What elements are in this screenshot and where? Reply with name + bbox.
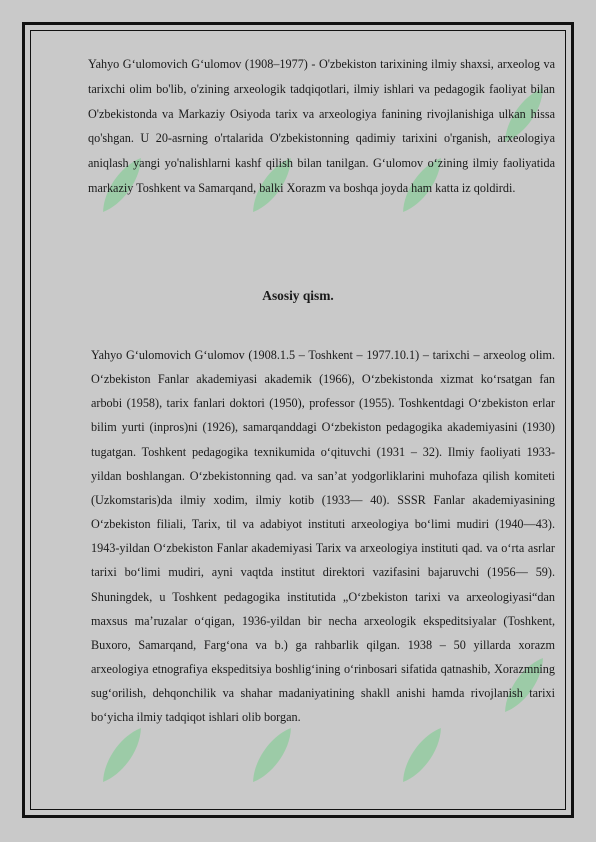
intro-paragraph: Yahyo G‘ulomovich G‘ulomov (1908–1977) - O'zbekiston tarixining ilmiy shaxsi, arxeolog va tarixchi olim bo'lib, o'zining arxeologik tadqiqotlari, ilmiy ishlari va pedagogik faoliyat bilan O'zbekistonda va Markaziy Osiyoda tarix va arxeologiya fanining rivojlanishiga ulkan hissa qo'shgan. U 20-asrning o'rtalarida O'zbekistonning qadimiy tarixini o'rganish, arxeologiya aniqlash yangi yo'nalishlarni kashf qilish bilan tanilgan. G‘ulomov o‘zining ilmiy faoliyatida markaziy Toshkent va Samarqand, balki Xorazm va boshqa joyda ham katta iz qoldirdi. (88, 57, 555, 195)
section-heading: Asosiy qism. (262, 288, 334, 303)
main-paragraph: Yahyo G‘ulomovich G‘ulomov (1908.1.5 – Toshkent – 1977.10.1) – tarixchi – arxeolog olim. O‘zbekiston Fanlar akademiyasi akademik (1966), O‘zbekistonda xizmat ko‘rsatgan fan arbobi (1958), tarix fanlari doktori (1950), professor (1955). Toshkentdagi O‘zbekiston erlar bilim yurti (inpros)ni (1926), samarqanddagi O‘zbekiston pedagogika akademiyasini (1930) tugatgan. Toshkent pedagogika texnikumida o‘qituvchi (1931 – 32). Ilmiy faoliyati 1933-yildan boshlangan. O‘zbekistonning qad. va san’at yodgorliklarini muhofaza qilish komiteti (Uzkomstaris)da ilmiy xodim, ilmiy kotib (1933— 40). SSSR Fanlar akademiyasining O‘zbekiston filiali, Tarix, til va adabiyot instituti arxeologiya bo‘limi mudiri (1940—43). 1943-yildan O‘zbekiston Fanlar akademiyasi Tarix va arxeologiya instituti qad. va o‘rta asrlar tarixi bo‘limi mudiri, ayni vaqtda institut direktori vazifasini bajaruvchi (1956— 59). Shuningdek, u Toshkent pedagogika institutida „O‘zbekiston tarixi va arxeologiyasi“dan maxsus ma’ruzalar o‘qigan, 1936-yildan bir necha arxeologik ekspeditsiyalar (Toshkent, Buxoro, Samarqand, Farg‘ona va b.) ga rahbarlik qilgan. 1938 – 50 yillarda xorazm arxeologiya etnografiya ekspeditsiya boshlig‘ining o‘rinbosari sifatida qatnashib, Xorazmning sug‘orilish, dehqonchilik va shahar madaniyatining shakll anishi hamda rivojlanish tarixi bo‘yicha ilmiy tadqiqot ishlari olib borgan. (91, 348, 555, 725)
